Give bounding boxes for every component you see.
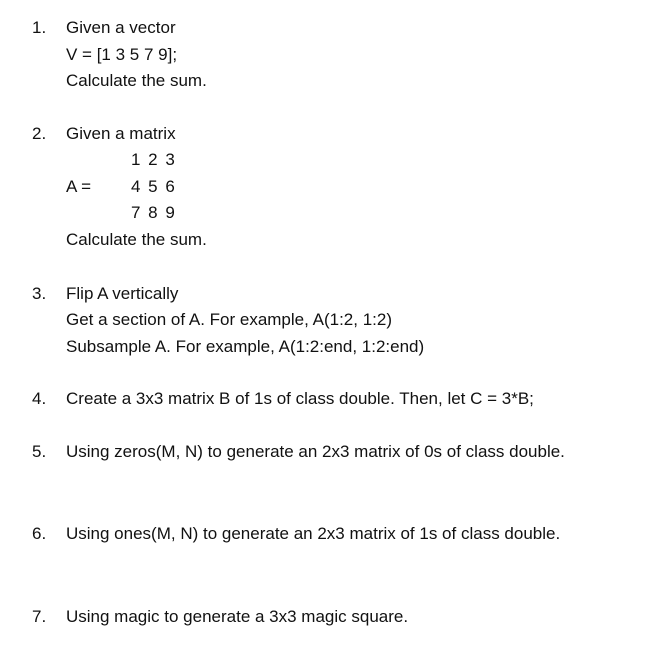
item-1-line-1: Given a vector (66, 18, 176, 37)
matrix-row-1: 1 2 3 (131, 150, 175, 169)
item-3-line-1: Flip A vertically (66, 284, 179, 303)
item-2-intro: Given a matrix (66, 124, 176, 143)
item-5-line-1: Using zeros(M, N) to generate an 2x3 matrix of 0s of class double. (66, 442, 565, 461)
item-3-line-2: Get a section of A. For example, A(1:2, 1:2) (66, 310, 392, 329)
item-1-line-2: V = [1 3 5 7 9]; (66, 45, 178, 64)
item-3-number: 3. (32, 284, 47, 303)
item-7-number: 7. (32, 607, 47, 626)
item-6-line-1: Using ones(M, N) to generate an 2x3 matrix of 1s of class double. (66, 524, 561, 543)
item-4-line-1: Create a 3x3 matrix B of 1s of class double. Then, let C = 3*B; (66, 389, 534, 408)
item-7-line-1: Using magic to generate a 3x3 magic square. (66, 607, 409, 626)
item-6-number: 6. (32, 524, 47, 543)
item-1-line-3: Calculate the sum. (66, 71, 207, 90)
item-2-outro: Calculate the sum. (66, 230, 207, 249)
matrix-row-2: 4 5 6 (131, 177, 175, 196)
item-4-number: 4. (32, 389, 47, 408)
item-3-line-3: Subsample A. For example, A(1:2:end, 1:2:end) (66, 337, 425, 356)
matrix-row-3: 7 8 9 (131, 203, 175, 222)
item-2-number: 2. (32, 124, 47, 143)
item-1-number: 1. (32, 18, 47, 37)
item-5-number: 5. (32, 442, 47, 461)
matrix-label: A = (66, 177, 92, 196)
